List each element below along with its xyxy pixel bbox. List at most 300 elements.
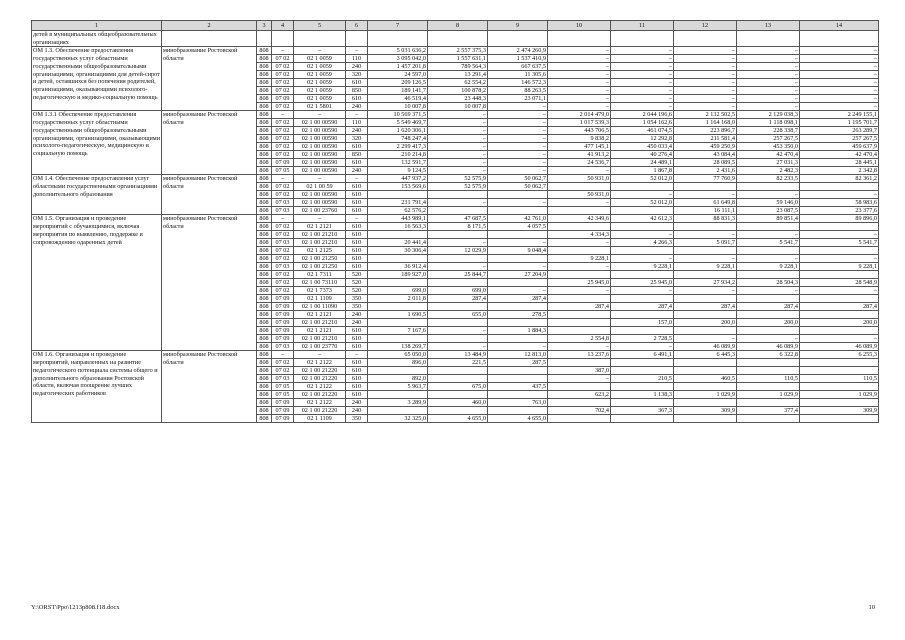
data-cell: 07 02 [272,135,294,143]
data-cell: 610 [346,199,368,207]
data-cell: – [674,255,737,263]
data-cell [428,31,488,47]
data-cell: 610 [346,391,368,399]
data-cell: 42 761,0 [488,215,548,223]
data-cell: 82 361,2 [800,175,879,183]
data-cell: 07 02 [272,287,294,295]
data-cell: 02 1 7373 [294,287,346,295]
data-cell: – [611,231,674,239]
data-cell: – [548,47,611,55]
data-cell: 808 [257,55,272,63]
data-cell: 07 03 [272,207,294,215]
data-cell [346,31,368,47]
data-cell: – [548,375,611,383]
data-cell: 460,0 [428,399,488,407]
data-cell: 23 448,3 [428,95,488,103]
header-cell: 12 [674,21,737,31]
data-cell: 610 [346,239,368,247]
data-cell: 20 441,4 [368,239,428,247]
data-cell: 23 377,6 [800,207,879,215]
data-cell: 7 167,6 [368,327,428,335]
data-cell: 2 482,3 [737,167,800,175]
data-cell: 9 228,1 [737,263,800,271]
data-cell: – [428,135,488,143]
data-cell: – [800,95,879,103]
data-cell: 2 249 155,1 [800,111,879,119]
data-cell [548,399,611,407]
data-cell: 450 033,4 [611,143,674,151]
header-cell: 8 [428,21,488,31]
data-cell [488,31,548,47]
data-cell [674,415,737,423]
data-cell: – [294,47,346,55]
data-cell: 278,5 [488,311,548,319]
data-cell: – [611,63,674,71]
header-cell: 9 [488,21,548,31]
data-cell: 16 563,3 [368,223,428,231]
data-cell: 07 09 [272,295,294,303]
data-cell: – [488,111,548,119]
data-cell: 377,4 [737,407,800,415]
data-cell: – [548,103,611,111]
data-cell [428,303,488,311]
data-cell: 6 322,8 [737,351,800,359]
data-cell [611,359,674,367]
data-cell [428,407,488,415]
data-cell: 02 1 2122 [294,383,346,391]
data-cell: – [674,47,737,55]
data-cell: 9 228,1 [611,263,674,271]
data-cell: 808 [257,119,272,127]
data-cell: 257 267,5 [800,135,879,143]
data-cell: 1 195 701,7 [800,119,879,127]
data-cell [428,191,488,199]
data-cell: – [674,95,737,103]
data-cell: 200,0 [800,319,879,327]
data-cell [368,335,428,343]
data-cell: 808 [257,335,272,343]
data-cell [611,295,674,303]
data-cell [428,335,488,343]
data-cell: 59 146,0 [737,199,800,207]
data-cell [368,255,428,263]
data-cell: – [737,231,800,239]
data-cell: 07 09 [272,335,294,343]
data-cell: 42 470,4 [800,151,879,159]
data-cell [611,223,674,231]
data-cell: – [674,71,737,79]
data-cell: 07 02 [272,71,294,79]
data-cell: 610 [346,367,368,375]
data-cell: 610 [346,159,368,167]
data-cell [800,359,879,367]
data-cell: 9 124,5 [368,167,428,175]
data-cell [737,295,800,303]
data-cell: 228 338,7 [737,127,800,135]
data-cell: 240 [346,407,368,415]
data-cell: 209 126,5 [368,79,428,87]
table-header [32,21,879,31]
data-cell [800,327,879,335]
data-cell: 1 457 201,8 [368,63,428,71]
data-cell [368,303,428,311]
data-cell: – [611,87,674,95]
data-cell: – [611,287,674,295]
data-cell: 200,0 [737,319,800,327]
data-cell: 699,0 [428,287,488,295]
data-cell: – [272,175,294,183]
data-cell [428,207,488,215]
data-cell [548,327,611,335]
data-cell: – [674,191,737,199]
data-cell: 07 02 [272,191,294,199]
data-cell: – [428,143,488,151]
header-cell: 10 [548,21,611,31]
data-cell: 1 557 631,1 [428,55,488,63]
data-cell: 07 03 [272,375,294,383]
data-cell: 309,9 [800,407,879,415]
data-cell: 287,4 [488,295,548,303]
data-cell: 1 029,9 [737,391,800,399]
data-cell: 41 913,2 [548,151,611,159]
data-cell [737,383,800,391]
data-cell: 07 09 [272,327,294,335]
data-cell [294,31,346,47]
data-cell: – [428,167,488,175]
data-cell [800,31,879,47]
data-cell: 808 [257,279,272,287]
data-cell: – [800,231,879,239]
header-cell: 7 [368,21,428,31]
data-cell: – [346,47,368,55]
data-cell [488,207,548,215]
data-cell: – [800,87,879,95]
responsible-executor: минобразование Ростовской области [162,175,257,215]
data-cell [800,295,879,303]
data-cell [611,367,674,375]
data-cell: 610 [346,375,368,383]
data-cell: 02 1 00 00590 [294,119,346,127]
data-cell: – [548,239,611,247]
data-cell [368,191,428,199]
data-cell: 07 02 [272,271,294,279]
data-cell: 808 [257,207,272,215]
data-cell: – [488,159,548,167]
data-cell: 4 334,3 [548,231,611,239]
data-cell: 02 1 00 23770 [294,343,346,351]
data-cell: 02 1 00 21210 [294,239,346,247]
data-cell [368,367,428,375]
data-cell: 808 [257,239,272,247]
data-cell [674,271,737,279]
data-cell: – [737,87,800,95]
data-cell: – [611,255,674,263]
data-cell: 07 02 [272,183,294,191]
measure-name: ОМ 1.4. Обеспечение предоставления услуг областными государственными организациями дополнительного образования [32,175,162,215]
data-cell: 447 937,2 [368,175,428,183]
budget-table [31,20,879,423]
data-cell: 808 [257,63,272,71]
data-cell: – [674,79,737,87]
data-cell: 07 03 [272,343,294,351]
data-cell: – [428,327,488,335]
data-cell: 23 087,5 [737,207,800,215]
data-cell: 07 03 [272,263,294,271]
data-cell: – [611,47,674,55]
data-cell: 07 09 [272,319,294,327]
data-cell: – [428,239,488,247]
data-cell: – [800,71,879,79]
data-cell: 309,9 [674,407,737,415]
data-cell [428,319,488,327]
data-cell: – [488,151,548,159]
data-cell [488,231,548,239]
data-cell: 610 [346,183,368,191]
data-cell: – [674,55,737,63]
data-cell: 50 931,0 [548,191,611,199]
data-cell: 200,0 [674,319,737,327]
data-cell: 6 491,1 [611,351,674,359]
data-cell: 3 095 042,0 [368,55,428,63]
data-cell: 808 [257,47,272,55]
data-cell: 2 011,8 [368,295,428,303]
data-cell: 808 [257,295,272,303]
responsible-executor: минобразование Ростовской области [162,111,257,175]
data-cell [800,367,879,375]
data-cell: – [800,335,879,343]
data-cell: 610 [346,327,368,335]
data-cell: 808 [257,231,272,239]
data-cell: 02 1 00 21210 [294,231,346,239]
data-cell: 1 054 162,6 [611,119,674,127]
data-cell: – [674,63,737,71]
data-cell: 02 1 00 00590 [294,159,346,167]
data-cell: 808 [257,143,272,151]
data-cell: 808 [257,343,272,351]
measure-name: ОМ 1.6. Организация и проведение мероприятий, направленных на развитие педагогического потенциала системы общего и дополнительного образования Ростовской области, включая поощрение лучших педагогических работников [32,351,162,423]
data-cell: – [737,287,800,295]
measure-name: ОМ 1.3.1 Обеспечение предоставления государственных услуг областными государственными общеобразовательными организациями, организациями, оказывающими психолого-педагогическую, медицинскую и социальную помощь [32,111,162,175]
data-cell: 2 728,5 [611,335,674,343]
data-cell [488,255,548,263]
data-cell: 367,3 [611,407,674,415]
data-cell: – [488,143,548,151]
data-cell: 287,4 [611,303,674,311]
data-cell [428,391,488,399]
data-cell: 223 896,7 [674,127,737,135]
data-cell: 808 [257,111,272,119]
data-cell [737,311,800,319]
data-cell: 610 [346,143,368,151]
header-cell: 4 [272,21,294,31]
data-cell: – [611,55,674,63]
data-cell: 02 1 00 00590 [294,191,346,199]
data-cell: 2 431,6 [674,167,737,175]
data-cell: 07 05 [272,391,294,399]
data-cell: 43 084,4 [674,151,737,159]
data-cell: 24 597,0 [368,71,428,79]
data-cell: 4 655,0 [488,415,548,423]
data-cell: 27 031,3 [737,159,800,167]
data-cell: – [800,47,879,55]
data-cell: – [346,215,368,223]
data-cell [674,31,737,47]
data-cell: – [548,343,611,351]
data-cell: 24 489,1 [611,159,674,167]
data-cell: 02 1 1109 [294,415,346,423]
data-cell [368,407,428,415]
data-cell: 287,5 [488,359,548,367]
data-cell: 2 129 038,3 [737,111,800,119]
data-cell: 675,0 [428,383,488,391]
data-cell: 808 [257,79,272,87]
data-cell: – [800,63,879,71]
data-cell: – [428,343,488,351]
data-cell: 610 [346,247,368,255]
data-cell: 287,4 [800,303,879,311]
data-cell: 02 1 7311 [294,271,346,279]
data-cell [488,279,548,287]
data-cell: – [488,263,548,271]
data-cell: 808 [257,367,272,375]
data-cell [548,207,611,215]
data-cell: 350 [346,295,368,303]
data-cell: 2 044 196,6 [611,111,674,119]
data-cell: 210,5 [611,375,674,383]
data-cell: 02 1 0059 [294,63,346,71]
data-cell [488,391,548,399]
data-cell: 808 [257,71,272,79]
data-cell: 07 09 [272,303,294,311]
data-cell: 07 02 [272,127,294,135]
data-cell: 808 [257,375,272,383]
data-cell: – [674,103,737,111]
data-cell: 477 145,1 [548,143,611,151]
data-cell: – [548,95,611,103]
data-cell: 07 02 [272,359,294,367]
data-cell [674,247,737,255]
data-cell [428,375,488,383]
data-cell: 40 276,4 [611,151,674,159]
data-cell: 808 [257,183,272,191]
data-cell [800,399,879,407]
data-cell: 132 591,7 [368,159,428,167]
data-cell: 02 1 00 11090 [294,303,346,311]
data-cell [548,311,611,319]
data-cell: 11 305,6 [488,71,548,79]
data-cell: – [548,55,611,63]
data-cell [800,247,879,255]
data-cell [737,415,800,423]
data-cell: 02 1 00 21220 [294,391,346,399]
data-cell: 210 214,8 [368,151,428,159]
data-cell [488,367,548,375]
data-cell: 28 504,3 [737,279,800,287]
data-cell [488,335,548,343]
data-cell: 52 575,9 [428,183,488,191]
data-cell: – [737,335,800,343]
data-cell: 02 1 5801 [294,103,346,111]
data-cell: 240 [346,127,368,135]
data-cell: – [737,191,800,199]
data-cell: 443 989,1 [368,215,428,223]
data-cell: 88 263,5 [488,87,548,95]
data-cell: – [548,263,611,271]
data-cell: – [428,119,488,127]
data-cell: – [611,103,674,111]
data-cell: – [428,199,488,207]
data-cell: 52 012,0 [611,199,674,207]
table-row [32,31,879,47]
data-cell: 808 [257,167,272,175]
data-cell: 46 089,9 [800,343,879,351]
data-cell: 82 233,5 [737,175,800,183]
data-cell: 30 306,4 [368,247,428,255]
data-cell: 13 484,9 [428,351,488,359]
data-cell: 320 [346,135,368,143]
data-cell: 808 [257,311,272,319]
data-cell: 88 831,3 [674,215,737,223]
data-cell [368,391,428,399]
data-cell [737,223,800,231]
data-cell [548,415,611,423]
data-cell: 02 1 00 21250 [294,263,346,271]
data-cell [428,367,488,375]
data-cell: 02 1 00 21250 [294,255,346,263]
data-cell: 443 706,5 [548,127,611,135]
data-cell: 28 548,9 [800,279,879,287]
data-cell: – [737,103,800,111]
data-cell: 07 02 [272,87,294,95]
data-cell: 1 537 410,9 [488,55,548,63]
data-cell: 221,5 [428,359,488,367]
data-cell: 892,0 [368,375,428,383]
data-cell: 808 [257,351,272,359]
header-cell: 2 [162,21,257,31]
data-cell: 263 289,7 [800,127,879,135]
data-cell: 27 934,2 [674,279,737,287]
data-cell: 07 09 [272,399,294,407]
data-cell: 9 228,1 [548,255,611,263]
data-cell [548,223,611,231]
header-cell: 6 [346,21,368,31]
data-cell: 46 089,9 [737,343,800,351]
data-cell: 808 [257,135,272,143]
data-cell: 1 029,9 [674,391,737,399]
data-cell: 110 [346,55,368,63]
data-cell [674,295,737,303]
data-cell: 610 [346,255,368,263]
data-cell: 13 237,6 [548,351,611,359]
data-cell: 610 [346,95,368,103]
data-cell: 808 [257,407,272,415]
data-cell: 1 867,8 [611,167,674,175]
data-cell: – [800,79,879,87]
data-cell: – [737,63,800,71]
header-cell: 1 [32,21,162,31]
data-cell: 2 554,8 [548,335,611,343]
data-cell: 5 541,7 [737,239,800,247]
data-cell: 23 071,1 [488,95,548,103]
data-cell: 387,0 [548,367,611,375]
data-cell [488,303,548,311]
data-cell: – [488,103,548,111]
data-cell: 1 138,3 [611,391,674,399]
data-cell [257,31,272,47]
data-cell: 07 02 [272,231,294,239]
data-cell: 07 05 [272,167,294,175]
data-cell: – [272,47,294,55]
